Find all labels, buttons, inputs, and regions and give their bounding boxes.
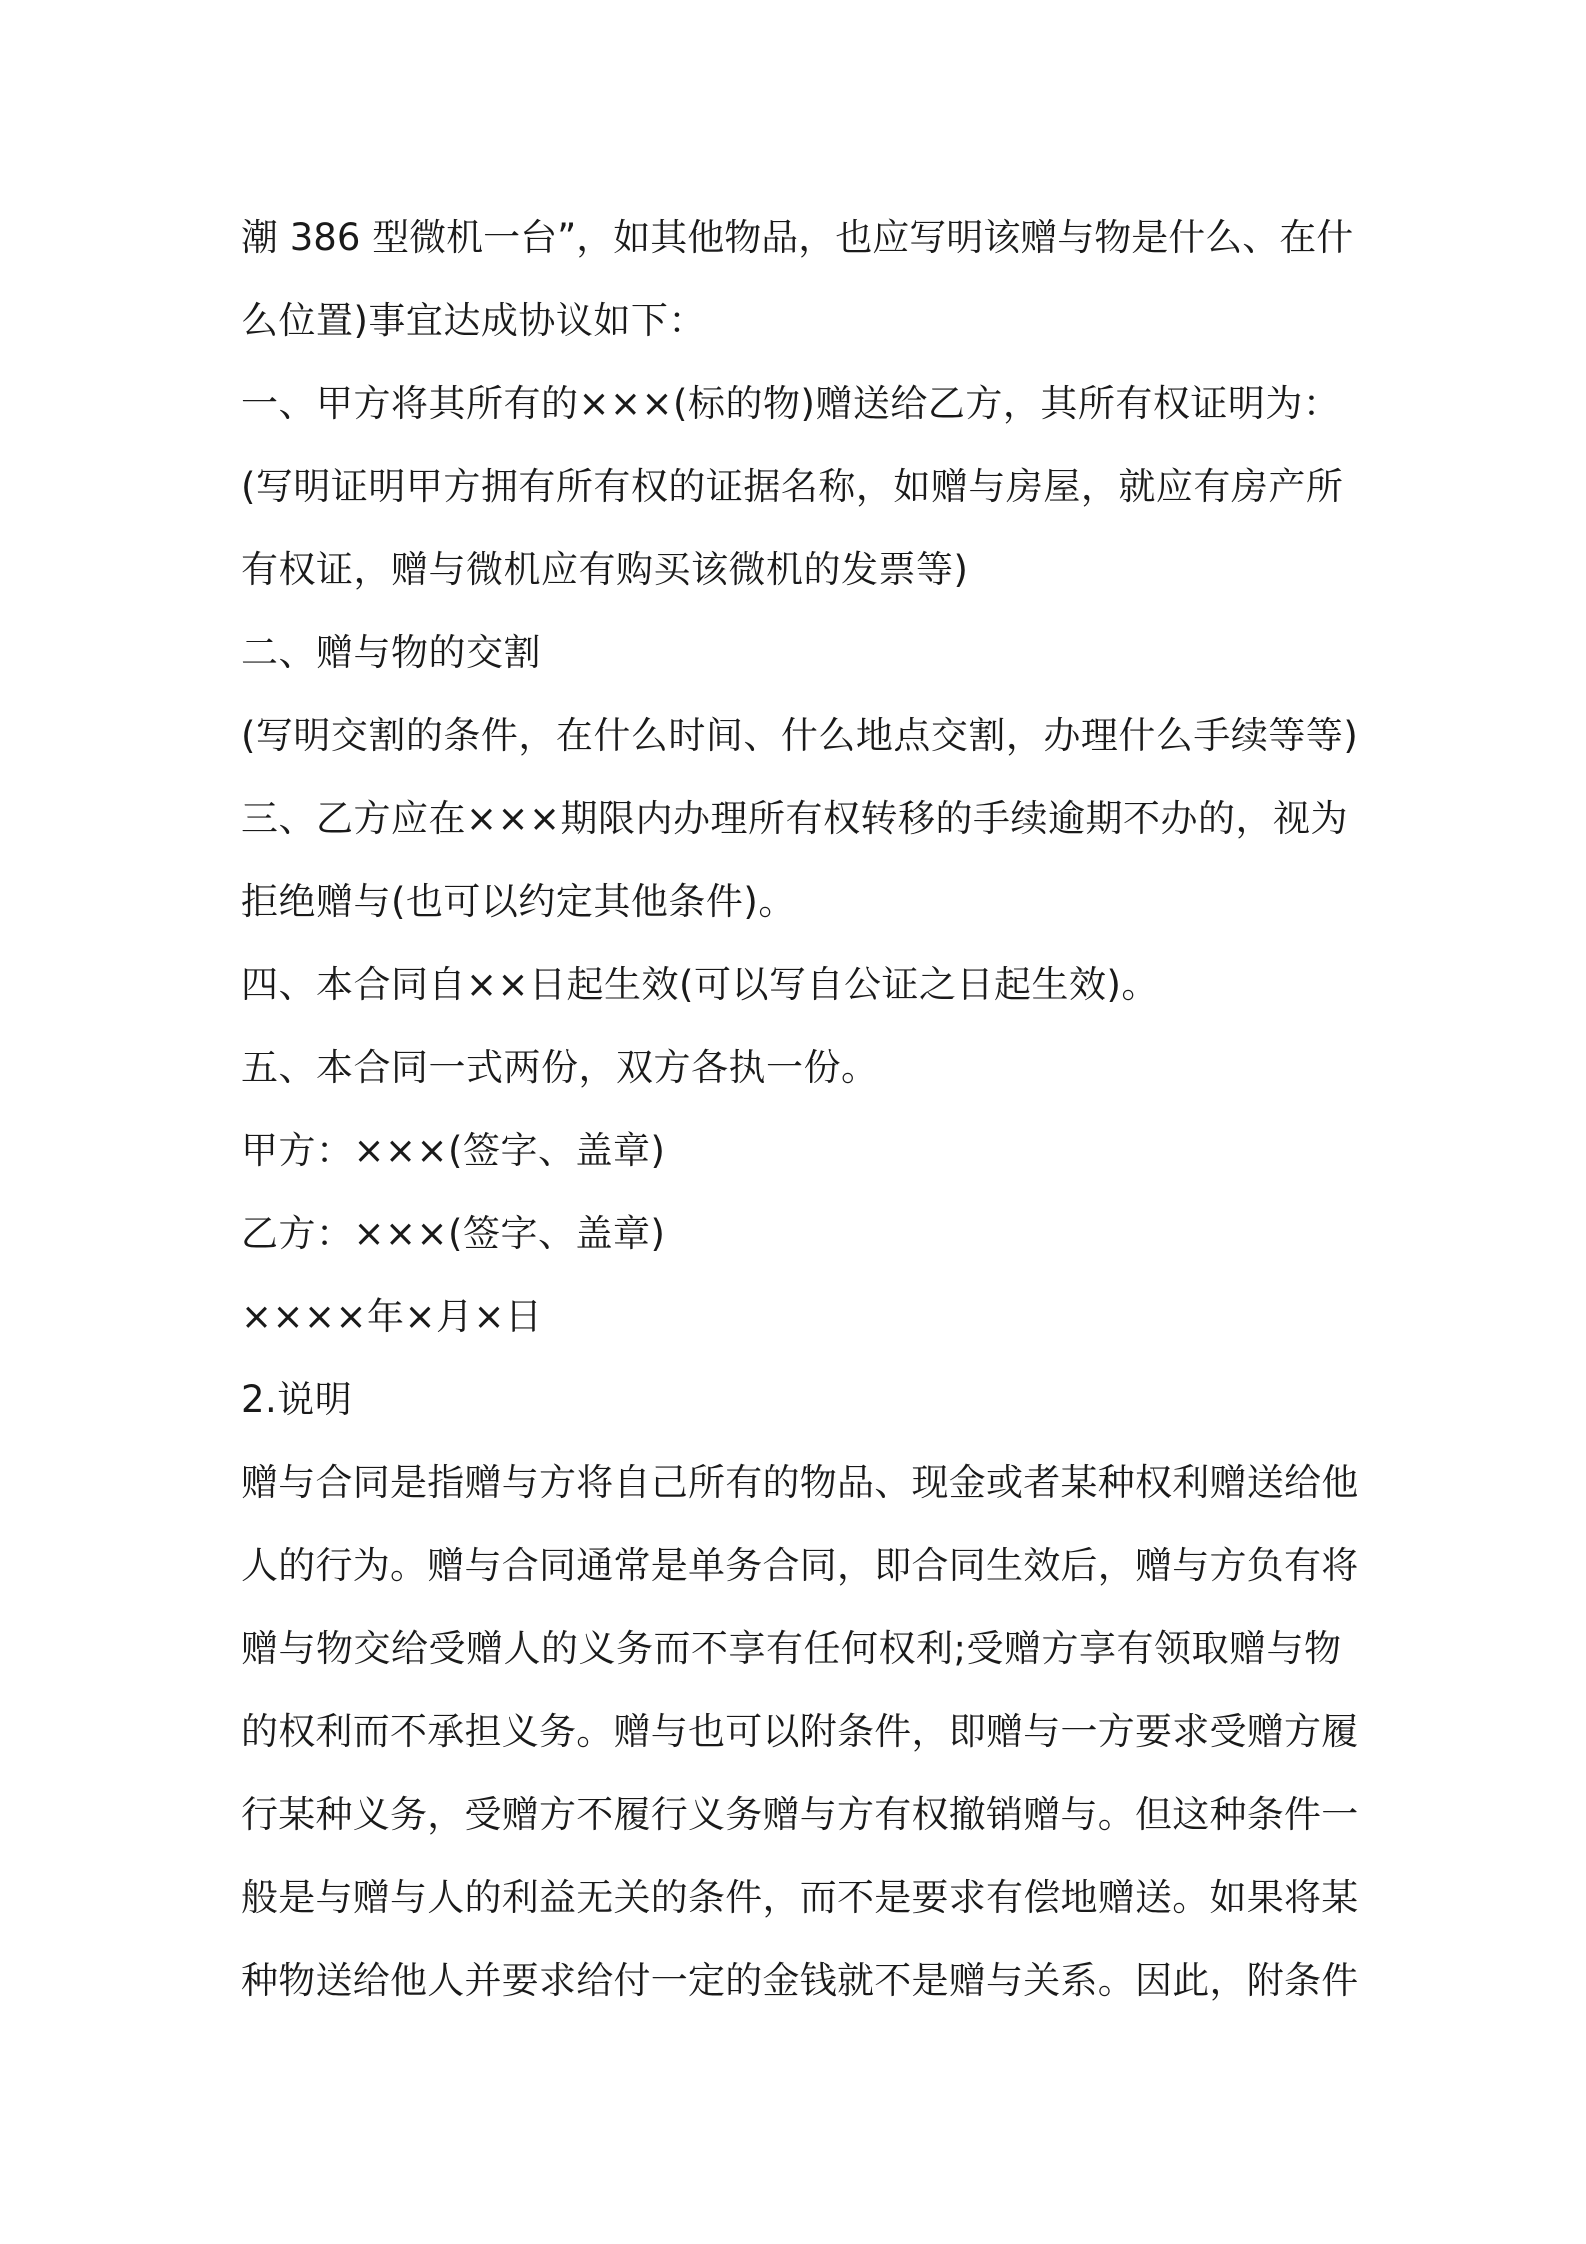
text-line-5: 有权证，赠与微机应有购买该微机的发票等) — [241, 548, 969, 591]
document-body — [241, 196, 1361, 2022]
clause-3: 三、乙方应在×××期限内办理所有权转移的手续逾期不办的，视为 — [241, 797, 1349, 840]
explanation-line-6: 般是与赠与人的利益无关的条件，而不是要求有偿地赠送。如果将某 — [241, 1876, 1359, 1919]
explanation-line-3: 赠与物交给受赠人的义务而不享有任何权利;受赠方享有领取赠与物 — [241, 1627, 1342, 1670]
section-heading: 2.说明 — [241, 1378, 353, 1421]
explanation-line-2: 人的行为。赠与合同通常是单务合同，即合同生效后，赠与方负有将 — [241, 1544, 1359, 1587]
date-line: ××××年×月×日 — [241, 1295, 543, 1338]
text-line-9: 拒绝赠与(也可以约定其他条件)。 — [241, 880, 796, 923]
clause-1: 一、甲方将其所有的×××(标的物)赠送给乙方，其所有权证明为： — [241, 382, 1341, 425]
text-line-1: 潮 386 型微机一台”，如其他物品，也应写明该赠与物是什么、在什 — [241, 216, 1354, 259]
party-b-signature-line: 乙方：×××(签字、盖章) — [241, 1212, 666, 1255]
text-line-7: (写明交割的条件，在什么时间、什么地点交割，办理什么手续等等) — [241, 714, 1359, 757]
explanation-line-7: 种物送给他人并要求给付一定的金钱就不是赠与关系。因此，附条件 — [241, 1959, 1359, 2002]
explanation-line-5: 行某种义务，受赠方不履行义务赠与方有权撤销赠与。但这种条件一 — [241, 1793, 1359, 1836]
explanation-line-1: 赠与合同是指赠与方将自己所有的物品、现金或者某种权利赠送给他 — [241, 1461, 1359, 1504]
explanation-line-4: 的权利而不承担义务。赠与也可以附条件，即赠与一方要求受赠方履 — [241, 1710, 1359, 1753]
party-a-signature-line: 甲方：×××(签字、盖章) — [241, 1129, 666, 1172]
clause-4: 四、本合同自××日起生效(可以写自公证之日起生效)。 — [241, 963, 1159, 1006]
text-line-4: (写明证明甲方拥有所有权的证据名称，如赠与房屋，就应有房产所 — [241, 465, 1344, 508]
clause-2: 二、赠与物的交割 — [241, 631, 541, 674]
clause-5: 五、本合同一式两份，双方各执一份。 — [241, 1046, 879, 1089]
text-line-2: 么位置)事宜达成协议如下： — [241, 299, 706, 342]
